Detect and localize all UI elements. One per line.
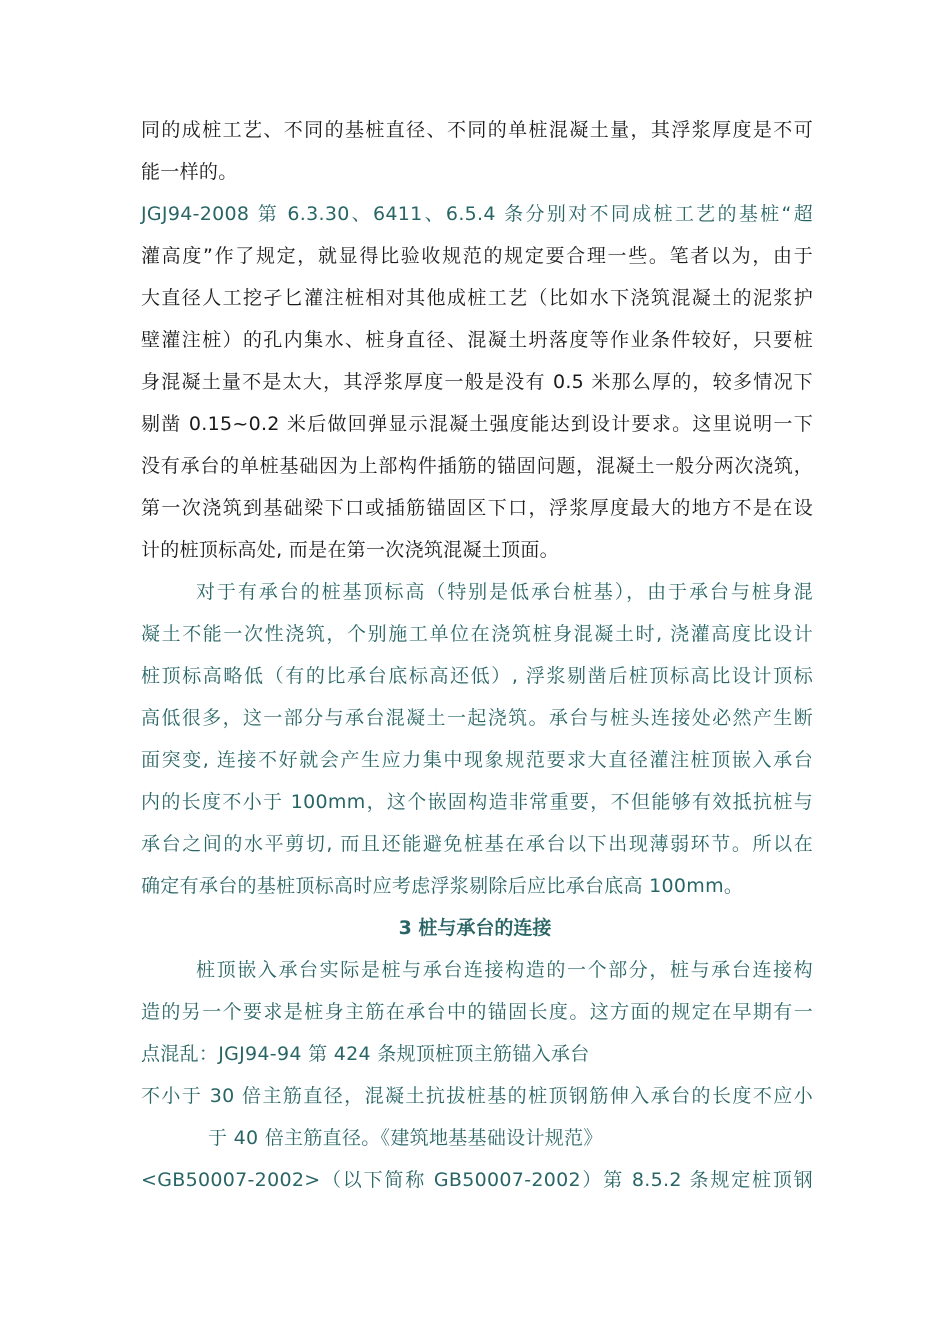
section-heading: 3 桩与承台的连接: [398, 917, 552, 939]
text-line: 同的成桩工艺、不同的基桩直径、不同的单桩混凝土量，其浮浆厚度是不可: [141, 119, 813, 141]
text-line: 桩顶嵌入承台实际是桩与承台连接构造的一个部分，桩与承台连接构: [196, 959, 813, 981]
text-line: 没有承台的单桩基础因为上部构件插筋的锚固问题，混凝土一般分两次浇筑，: [141, 455, 813, 477]
text-line: 内的长度不小于 100mm，这个嵌固构造非常重要，不但能够有效抵抗桩与: [141, 791, 813, 813]
text-line: 桩顶标高略低（有的比承台底标高还低）, 浮浆剔凿后桩顶标高比设计顶标: [141, 665, 813, 687]
text-line: JGJ94-2008 第 6.3.30、6411、6.5.4 条分别对不同成桩工艺的基桩“超: [141, 203, 813, 225]
text-line: 灌高度”作了规定，就显得比验收规范的规定要合理一些。笔者以为，由于: [141, 245, 813, 267]
text-line: <GB50007-2002>（以下简称 GB50007-2002）第 8.5.2 条规定桩顶钢: [141, 1169, 813, 1191]
text-line: 于 40 倍主筋直径。《建筑地基基础设计规范》: [208, 1127, 603, 1149]
text-line: 凝土不能一次性浇筑，个别施工单位在浇筑桩身混凝土时, 浇灌高度比设计: [141, 623, 813, 645]
text-line: 对于有承台的桩基顶标高（特别是低承台桩基），由于承台与桩身混: [196, 581, 813, 603]
text-line: 承台之间的水平剪切, 而且还能避免桩基在承台以下出现薄弱环节。所以在: [141, 833, 813, 855]
text-line: 第一次浇筑到基础梁下口或插筋锚固区下口，浮浆厚度最大的地方不是在设: [141, 497, 813, 519]
text-line: 确定有承台的基桩顶标高时应考虑浮浆剔除后应比承台底高 100mm。: [141, 875, 744, 897]
text-line: 高低很多，这一部分与承台混凝土一起浇筑。承台与桩头连接处必然产生断: [141, 707, 813, 729]
text-line: 身混凝土量不是太大，其浮浆厚度一般是没有 0.5 米那么厚的，较多情况下: [141, 371, 813, 393]
text-line: 不小于 30 倍主筋直径，混凝土抗拔桩基的桩顶钢筋伸入承台的长度不应小: [141, 1085, 813, 1107]
text-line: 能一样的。: [141, 161, 238, 183]
text-line: 造的另一个要求是桩身主筋在承台中的锚固长度。这方面的规定在早期有一: [141, 1001, 813, 1023]
text-line: 剔凿 0.15~0.2 米后做回弹显示混凝土强度能达到设计要求。这里说明一下: [141, 413, 813, 435]
text-line: 面突变, 连接不好就会产生应力集中现象规范要求大直径灌注桩顶嵌入承台: [141, 749, 813, 771]
text-line: 壁灌注桩）的孔内集水、桩身直径、混凝土坍落度等作业条件较好，只要桩: [141, 329, 813, 351]
text-line: 大直径人工挖孑匕灌注桩相对其他成桩工艺（比如水下浇筑混凝土的泥浆护: [141, 287, 813, 309]
text-line: 计的桩顶标高处, 而是在第一次浇筑混凝土顶面。: [141, 539, 559, 561]
text-line: 点混乱：JGJ94-94 第 424 条规顶桩顶主筋锚入承台: [141, 1043, 590, 1065]
